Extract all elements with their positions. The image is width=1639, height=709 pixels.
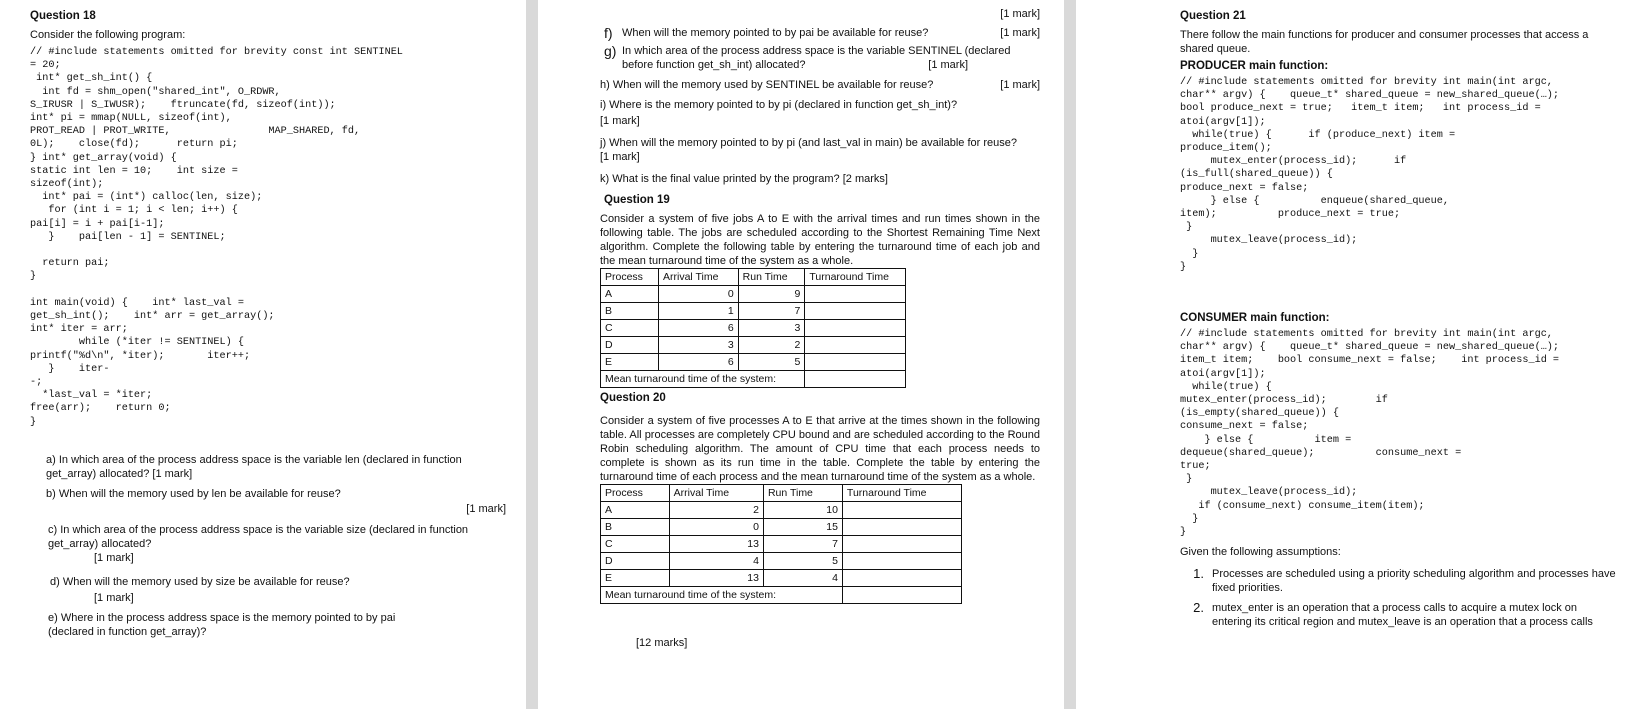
- q19-table-cell: D: [601, 337, 659, 354]
- q18-code-line: printf("%d\n", *iter); iter++;: [30, 350, 251, 362]
- q18-code-line: int* iter = arr;: [30, 324, 128, 336]
- q19-table-header-cell: Process: [601, 269, 659, 286]
- q20-table-header-row: [601, 485, 962, 502]
- q19-table-cell: 5: [738, 354, 805, 371]
- q19-table-header-row: [601, 269, 906, 286]
- consumer-code-line: }: [1180, 513, 1199, 525]
- q19-table-cell: 9: [738, 286, 805, 303]
- q18-code-line: sizeof(int);: [30, 179, 104, 191]
- table-row: [601, 354, 906, 371]
- page-3: [1076, 0, 1639, 709]
- consumer-code-line: if (consume_next) consume_item(item);: [1180, 500, 1425, 512]
- q18-code-line: S_IRUSR | S_IWUSR); ftruncate(fd, sizeof(int));: [30, 99, 336, 111]
- consumer-heading: CONSUMER main function:: [1180, 312, 1330, 325]
- table-row: [601, 536, 962, 553]
- question-18g: [604, 44, 1040, 72]
- producer-code-line: } else { enqueue(shared_queue,: [1180, 195, 1449, 207]
- producer-code-line: mutex_leave(process_id);: [1180, 235, 1358, 247]
- q19-table-cell: E: [601, 354, 659, 371]
- consumer-code-line: dequeue(shared_queue); consume_next =: [1180, 447, 1462, 459]
- q20-table-cell: 15: [763, 519, 842, 536]
- q18-code-line: [30, 244, 506, 257]
- q19-table-cell: C: [601, 320, 659, 337]
- question-19-table: [600, 268, 906, 388]
- q20-table-cell: 5: [763, 553, 842, 570]
- producer-code-line: atoi(argv[1]);: [1180, 116, 1266, 128]
- question-18h-mark: [1 mark]: [1000, 79, 1040, 91]
- q18-code-line: [30, 284, 506, 297]
- producer-heading: PRODUCER main function:: [1180, 60, 1329, 72]
- q20-table-cell: 10: [763, 502, 842, 519]
- q20-table-cell: 0: [669, 519, 763, 536]
- q18-code-line: int* get_sh_int() {: [30, 73, 153, 85]
- table-row: [601, 570, 962, 587]
- consumer-code-line: while(true) {: [1180, 381, 1272, 393]
- q18-code-line: } int* get_array(void) {: [30, 152, 177, 164]
- question-19-heading: Question 19: [604, 194, 670, 206]
- question-18k: k) What is the final value printed by the program? [2 marks]: [600, 173, 888, 185]
- page-1: [0, 0, 526, 709]
- list-item: [1180, 601, 1619, 629]
- q18-code-line: int* pi = mmap(NULL, sizeof(int),: [30, 113, 232, 125]
- q18-code-line: -;: [30, 377, 43, 389]
- question-19-text: Consider a system of five jobs A to E with the arrival times and run times shown in the following table. The jobs are scheduled according to the Shortest Remaining Time Next algorithm. Complete the following table by entering the turnaround time of each job and the mean turnaround time of the system as a whole.: [600, 213, 1040, 267]
- producer-code-line: item); produce_next = true;: [1180, 209, 1401, 221]
- q18-code-line: PROT_READ | PROT_WRITE, MAP_SHARED, fd,: [30, 126, 361, 138]
- q20-table-footer-row: [601, 587, 962, 604]
- producer-code-line: produce_item();: [1180, 143, 1272, 155]
- q19-table-footer-row: [601, 371, 906, 388]
- table-row: [601, 502, 962, 519]
- q19-table-header-cell: Turnaround Time: [805, 269, 906, 286]
- question-18d-mark: [1 mark]: [94, 591, 134, 604]
- q20-table-cell: 7: [763, 536, 842, 553]
- q19-table-cell: 6: [659, 320, 739, 337]
- q20-table-cell: [842, 553, 961, 570]
- q19-table-footer-label: Mean turnaround time of the system:: [601, 371, 805, 388]
- q19-table-cell: 2: [738, 337, 805, 354]
- consumer-code-line: mutex_enter(process_id); if: [1180, 395, 1388, 407]
- q18-code-line: int fd = shm_open("shared_int", O_RDWR,: [30, 86, 281, 98]
- assumption-text: Processes are scheduled using a priority scheduling algorithm and processes have fixed priorities.: [1212, 568, 1616, 595]
- producer-code-line: char** argv) { queue_t* shared_queue = new_shared_queue(…);: [1180, 90, 1560, 102]
- question-18i: i) Where is the memory pointed to by pi (declared in function get_sh_int)?: [600, 99, 958, 111]
- q19-table-cell: 3: [738, 320, 805, 337]
- question-18b: b) When will the memory used by len be available for reuse?: [46, 487, 341, 500]
- question-18-heading: Question 18: [30, 10, 96, 22]
- q19-table-footer-value: [805, 371, 906, 388]
- producer-code: [1180, 76, 1619, 274]
- question-18h: [600, 78, 1040, 92]
- consumer-code-line: item_t item; bool consume_next = false; int process_id =: [1180, 355, 1560, 367]
- q18-code-line: static int len = 10; int size =: [30, 165, 238, 177]
- question-18h-text: h) When will the memory used by SENTINEL be available for reuse?: [600, 79, 934, 91]
- list-item: [1180, 567, 1619, 595]
- consumer-code-line: consume_next = false;: [1180, 421, 1309, 433]
- q20-table-cell: B: [601, 519, 670, 536]
- q20-table-header-cell: Turnaround Time: [842, 485, 961, 502]
- assumptions-intro: Given the following assumptions:: [1180, 546, 1341, 559]
- q18-code-line: = 20;: [30, 60, 61, 72]
- q20-table-footer-value: [842, 587, 961, 604]
- page-2: [538, 0, 1064, 709]
- question-18f-mark: [1 mark]: [1000, 27, 1040, 39]
- bottom-mark: [12 marks]: [636, 637, 688, 649]
- question-18i-mark: [1 mark]: [600, 115, 640, 127]
- q19-table-cell: [805, 320, 906, 337]
- question-18b-mark: [1 mark]: [466, 502, 506, 515]
- q18-code-line: for (int i = 1; i < len; i++) {: [30, 205, 238, 217]
- producer-code-line: (is_full(shared_queue)) {: [1180, 169, 1333, 181]
- q19-table-cell: 6: [659, 354, 739, 371]
- consumer-code-line: true;: [1180, 461, 1211, 473]
- consumer-code-line: }: [1180, 527, 1187, 539]
- consumer-code-line: } else { item =: [1180, 434, 1352, 446]
- consumer-code-line: char** argv) { queue_t* shared_queue = new_shared_queue(…);: [1180, 342, 1560, 354]
- producer-code-line: }: [1180, 248, 1199, 260]
- q18-code-line: return pai;: [30, 258, 110, 270]
- table-row: [601, 303, 906, 320]
- q18-code-line: // #include statements omitted for brevity const int SENTINEL: [30, 47, 403, 58]
- table-row: [601, 553, 962, 570]
- producer-code-line: }: [1180, 261, 1187, 273]
- question-18c-mark: [1 mark]: [94, 551, 134, 564]
- q20-table-cell: [842, 536, 961, 553]
- question-18g-text: In which area of the process address space is the variable SENTINEL (declared before function get_sh_int) allocated?: [622, 45, 1011, 71]
- assumption-number: 2.: [1193, 600, 1204, 616]
- question-18g-mark: [1 mark]: [928, 59, 968, 71]
- q20-table-cell: E: [601, 570, 670, 587]
- q20-table-header-cell: Run Time: [763, 485, 842, 502]
- q19-table-header-cell: Arrival Time: [659, 269, 739, 286]
- q20-table-cell: A: [601, 502, 670, 519]
- q20-table-header-cell: Process: [601, 485, 670, 502]
- producer-code-line: produce_next = false;: [1180, 182, 1309, 194]
- q19-table-cell: 0: [659, 286, 739, 303]
- q19-table-cell: 3: [659, 337, 739, 354]
- question-20-text: Consider a system of five processes A to E that arrive at the times shown in the following table. All processes are completely CPU bound and are scheduled according to the Round Robin scheduling algorithm. The amount of CPU time that each process needs to complete is shown as its run time in the table. Complete the table by entering the turnaround time of each process and the mean turnaround time of the system as a whole.: [600, 415, 1040, 483]
- question-18a: a) In which area of the process address space is the variable len (declared in function get_array) allocated? [1 mark]: [46, 453, 462, 480]
- q18-code-line: get_sh_int(); int* arr = get_array();: [30, 311, 275, 323]
- q19-table-cell: 1: [659, 303, 739, 320]
- table-row: [601, 320, 906, 337]
- q18-code-line: *last_val = *iter;: [30, 390, 153, 402]
- q18-code-line: }: [30, 416, 37, 428]
- table-row: [601, 337, 906, 354]
- q20-table-cell: 13: [669, 570, 763, 587]
- question-18e: e) Where in the process address space is the memory pointed to by pai (declared in function get_array)?: [48, 611, 396, 638]
- table-row: [601, 286, 906, 303]
- question-18f: [604, 26, 1040, 40]
- q18-code-line: } iter-: [30, 363, 110, 375]
- consumer-code-line: (is_empty(shared_queue)) {: [1180, 408, 1339, 420]
- question-21-heading: Question 21: [1180, 10, 1246, 22]
- question-18j-mark: [1 mark]: [600, 151, 640, 163]
- q20-table-cell: [842, 519, 961, 536]
- question-20-heading: Question 20: [600, 392, 666, 404]
- top-mark: [1 mark]: [1000, 8, 1040, 20]
- q19-table-cell: [805, 303, 906, 320]
- producer-code-line: // #include statements omitted for brevity int main(int argc,: [1180, 77, 1553, 88]
- q18-code-line: int main(void) { int* last_val =: [30, 297, 244, 309]
- question-18f-letter: f): [604, 25, 613, 41]
- q19-table-cell: [805, 337, 906, 354]
- q20-table-cell: 4: [763, 570, 842, 587]
- consumer-code-line: // #include statements omitted for brevity int main(int argc,: [1180, 329, 1553, 341]
- q19-table-cell: B: [601, 303, 659, 320]
- q20-table-footer-label: Mean turnaround time of the system:: [601, 587, 843, 604]
- q20-table-cell: 13: [669, 536, 763, 553]
- producer-code-line: mutex_enter(process_id); if: [1180, 156, 1407, 168]
- q20-table-cell: 2: [669, 502, 763, 519]
- q18-code-line: }: [30, 271, 37, 283]
- consumer-code-line: }: [1180, 474, 1193, 486]
- question-20-table: [600, 484, 962, 604]
- consumer-code-line: atoi(argv[1]);: [1180, 368, 1266, 380]
- question-18c: c) In which area of the process address space is the variable size (declared in function get_array) allocated?: [48, 523, 469, 550]
- question-18-intro: Consider the following program:: [30, 29, 186, 41]
- q19-table-cell: A: [601, 286, 659, 303]
- q19-table-cell: [805, 286, 906, 303]
- consumer-code: [1180, 328, 1619, 539]
- q20-table-cell: C: [601, 536, 670, 553]
- table-row: [601, 519, 962, 536]
- q18-code-line: 0L); close(fd); return pi;: [30, 139, 238, 151]
- q18-code-line: pai[i] = i + pai[i-1];: [30, 218, 165, 230]
- q20-table-cell: D: [601, 553, 670, 570]
- assumptions-list: [1180, 567, 1619, 629]
- q20-table-cell: 4: [669, 553, 763, 570]
- producer-code-line: bool produce_next = true; item_t item; int process_id =: [1180, 103, 1541, 115]
- question-21-intro: There follow the main functions for producer and consumer processes that access a shared queue.: [1180, 29, 1589, 55]
- q20-table-cell: [842, 570, 961, 587]
- q20-table-header-cell: Arrival Time: [669, 485, 763, 502]
- question-18f-text: When will the memory pointed to by pai be available for reuse?: [622, 27, 929, 39]
- question-18d: d) When will the memory used by size be available for reuse?: [50, 575, 350, 588]
- producer-code-line: while(true) { if (produce_next) item =: [1180, 129, 1456, 141]
- q19-table-header-cell: Run Time: [738, 269, 805, 286]
- assumption-number: 1.: [1193, 566, 1204, 582]
- q18-code-line: while (*iter != SENTINEL) {: [30, 337, 244, 349]
- question-18j: j) When will the memory pointed to by pi (and last_val in main) be available for reuse?: [600, 137, 1017, 149]
- q19-table-cell: [805, 354, 906, 371]
- q19-table-cell: 7: [738, 303, 805, 320]
- q18-code-line: int* pai = (int*) calloc(len, size);: [30, 192, 263, 204]
- q18-code-line: } pai[len - 1] = SENTINEL;: [30, 231, 226, 243]
- q20-table-cell: [842, 502, 961, 519]
- question-18g-letter: g): [604, 43, 617, 59]
- producer-code-line: }: [1180, 222, 1193, 234]
- assumption-text: mutex_enter is an operation that a process calls to acquire a mutex lock on entering its critical region and mutex_leave is an operation that a process calls: [1212, 602, 1593, 629]
- question-18-code: [30, 46, 506, 429]
- consumer-code-line: mutex_leave(process_id);: [1180, 487, 1358, 499]
- q18-code-line: free(arr); return 0;: [30, 403, 171, 415]
